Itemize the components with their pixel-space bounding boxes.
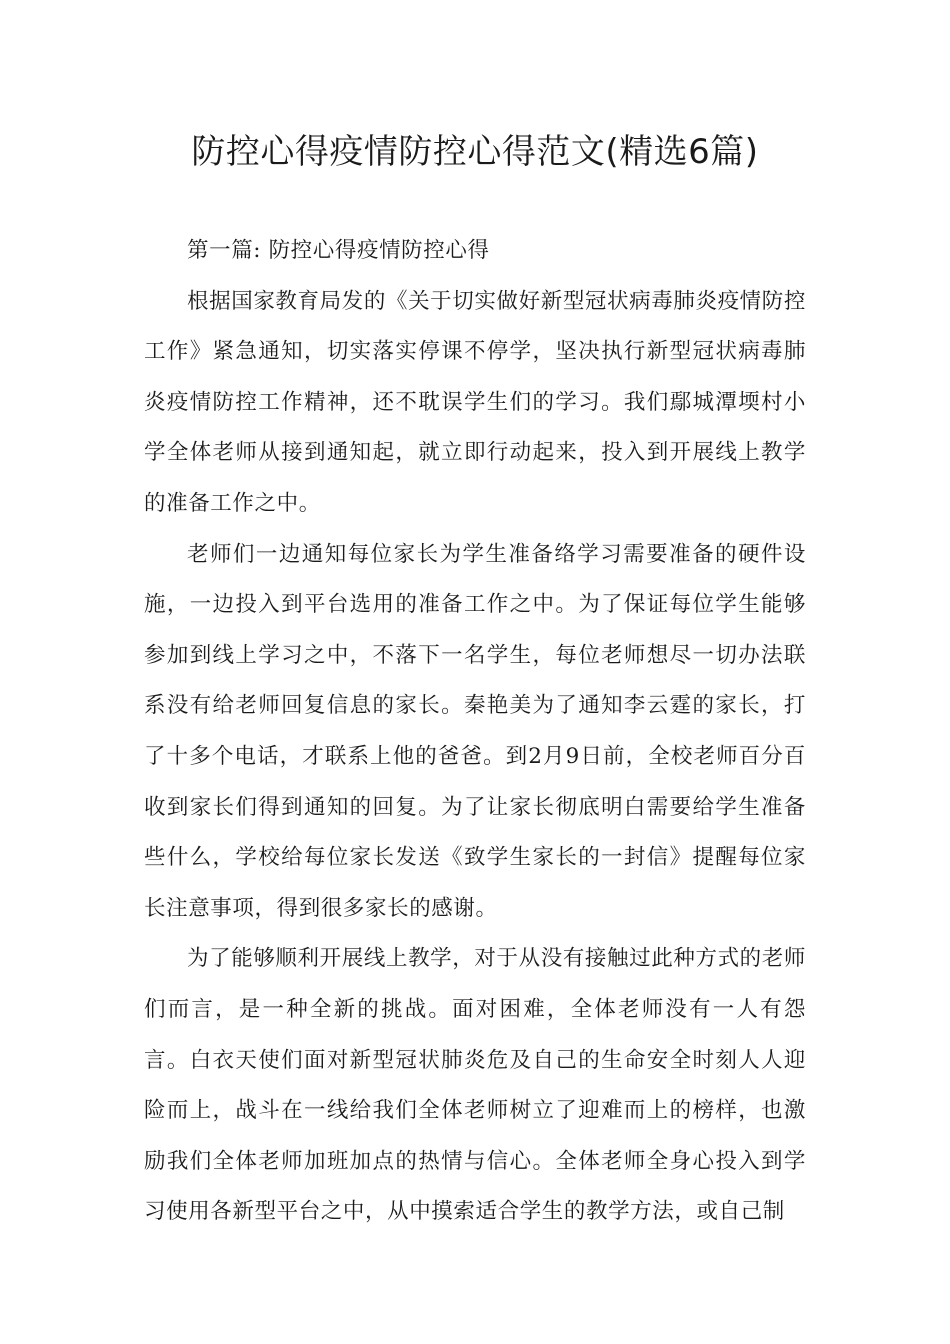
paragraph: 根据国家教育局发的《关于切实做好新型冠状病毒肺炎疫情防控工作》紧急通知，切实落实停课不停学，坚决执行新型冠状病毒肺炎疫情防控工作精神，还不耽误学生们的学习。我们鄢城潭堧村小学全体老师从接到通知起，就立即行动起来，投入到开展线上教学的准备工作之中。	[144, 288, 806, 516]
section-heading: 第一篇: 防控心得疫情防控心得	[187, 238, 490, 263]
document-body	[144, 226, 806, 1238]
paragraph: 老师们一边通知每位家长为学生准备络学习需要准备的硬件设施，一边投入到平台选用的准备工作之中。为了保证每位学生能够参加到线上学习之中，不落下一名学生，每位老师想尽一切办法联系没有给老师回复信息的家长。秦艳美为了通知李云霆的家长，打了十多个电话，才联系上他的爸爸。到2月9日前，全校老师百分百收到家长们得到通知的回复。为了让家长彻底明白需要给学生准备些什么，学校给每位家长发送《致学生家长的一封信》提醒每位家长注意事项，得到很多家长的感谢。	[144, 541, 806, 921]
paragraph: 为了能够顺利开展线上教学，对于从没有接触过此种方式的老师们而言，是一种全新的挑战。面对困难，全体老师没有一人有怨言。白衣天使们面对新型冠状肺炎危及自己的生命安全时刻人人迎险而上，战斗在一线给我们全体老师树立了迎难而上的榜样，也激励我们全体老师加班加点的热情与信心。全体老师全身心投入到学习使用各新型平台之中，从中摸索适合学生的教学方法，或自己制	[144, 946, 806, 1225]
document-title: 防控心得疫情防控心得范文(精选6篇)	[191, 132, 759, 172]
